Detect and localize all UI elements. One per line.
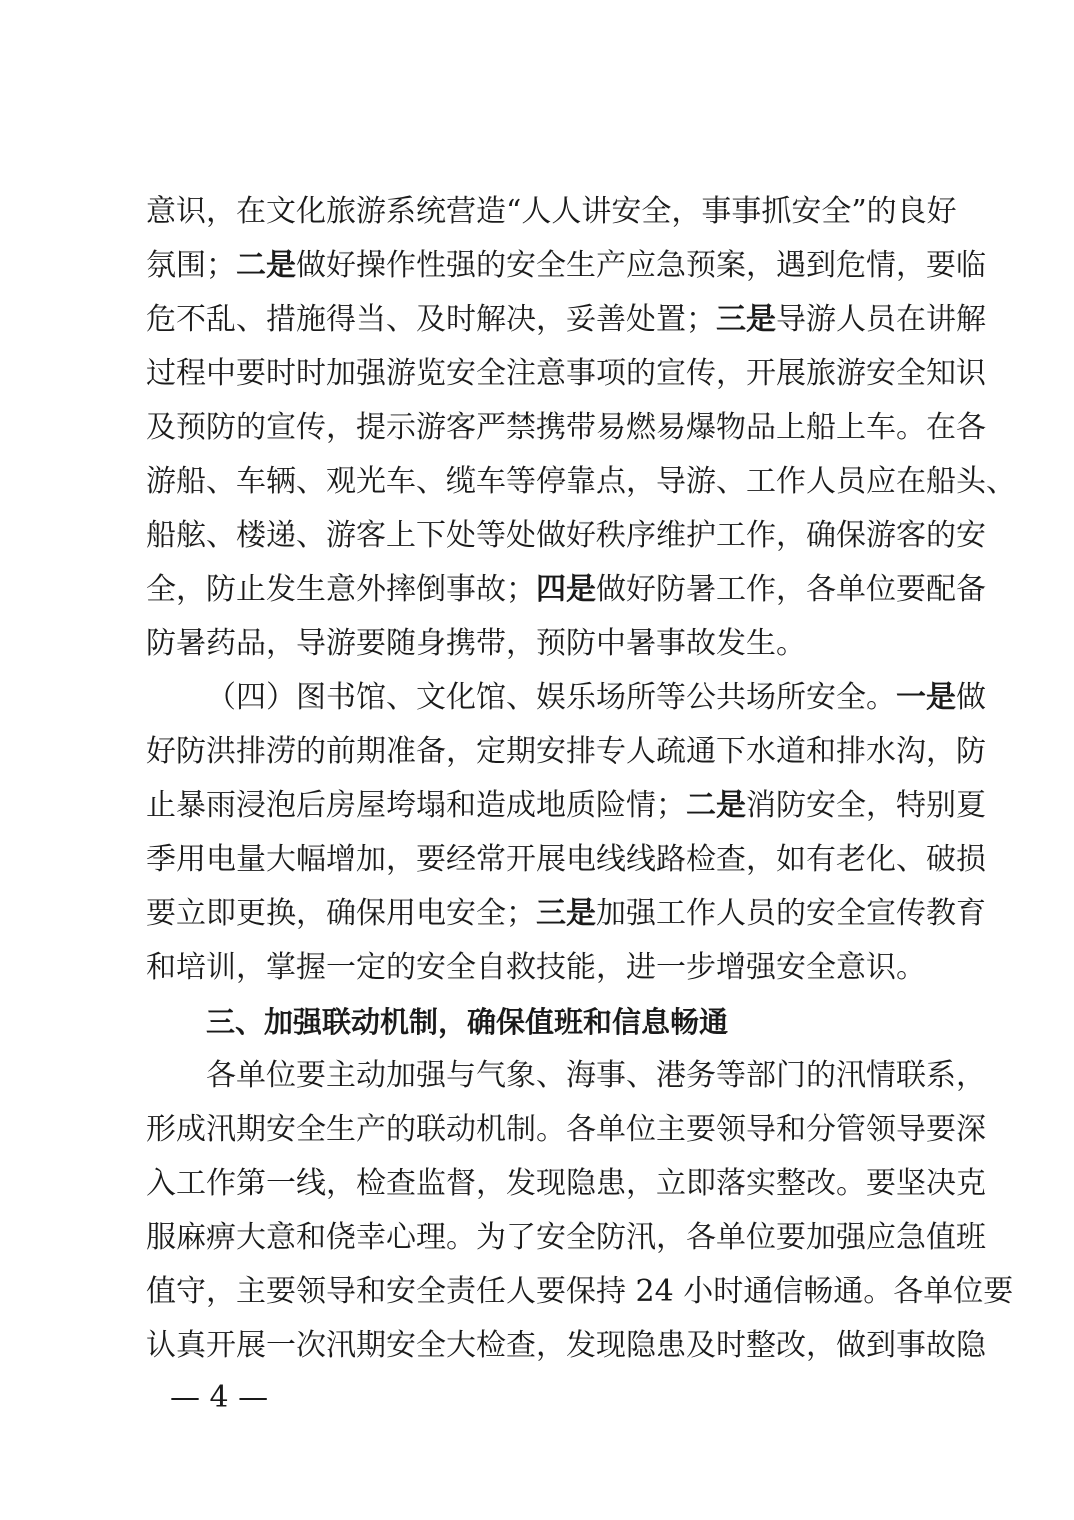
body-line-13: 季用电量大幅增加，要经常开展电线线路检查，如有老化、破损 [146,842,986,877]
body-line-11: 好防洪排涝的前期准备，定期安排专人疏通下水道和排水沟，防 [146,734,986,769]
section-four-title-line: （四）图书馆、文化馆、娱乐场所等公共场所安全。一是做 [206,680,986,715]
body-line-9: 防暑药品，导游要随身携带，预防中暑事故发生。 [146,626,806,661]
body-line-15: 和培训，掌握一定的安全自救技能，进一步增强安全意识。 [146,950,926,985]
body-line-2: 氛围；二是做好操作性强的安全生产应急预案，遇到危情，要临 [146,248,986,283]
body-line-12: 止暴雨浸泡后房屋垮塌和造成地质险情；二是消防安全，特别夏 [146,788,986,823]
emphasis-label: 四是 [536,572,596,607]
body-line-19: 入工作第一线，检查监督，发现隐患，立即落实整改。要坚决克 [146,1166,986,1201]
body-line-4: 过程中要时时加强游览安全注意事项的宣传，开展旅游安全知识 [146,356,986,391]
body-line-5: 及预防的宣传，提示游客严禁携带易燃易爆物品上船上车。在各 [146,410,986,445]
body-line-20: 服麻痹大意和侥幸心理。为了安全防汛，各单位要加强应急值班 [146,1220,986,1255]
body-line-17: 各单位要主动加强与气象、海事、港务等部门的汛情联系， [206,1058,986,1093]
emphasis-label: 三是 [536,896,596,931]
emphasis-label: 三是 [716,302,776,337]
body-line-14: 要立即更换，确保用电安全；三是加强工作人员的安全宣传教育 [146,896,986,931]
body-line-1: 意识，在文化旅游系统营造“人人讲安全，事事抓安全”的良好 [146,194,957,229]
section-heading: 三、加强联动机制，确保值班和信息畅通 [206,1005,729,1039]
body-line-3: 危不乱、措施得当、及时解决，妥善处置；三是导游人员在讲解 [146,302,986,337]
body-line-6: 游船、车辆、观光车、缆车等停靠点，导游、工作人员应在船头、 [146,464,1016,499]
body-line-8: 全，防止发生意外摔倒事故；四是做好防暑工作，各单位要配备 [146,572,986,607]
emphasis-label: 二是 [686,788,746,823]
body-line-21: 值守，主要领导和安全责任人要保持 24 小时通信畅通。各单位要 [146,1274,1014,1309]
body-line-18: 形成汛期安全生产的联动机制。各单位主要领导和分管领导要深 [146,1112,986,1147]
body-line-7: 船舷、楼递、游客上下处等处做好秩序维护工作，确保游客的安 [146,518,986,553]
page-number: — 4 — [170,1380,269,1415]
emphasis-label: 一是 [896,680,956,715]
body-line-22: 认真开展一次汛期安全大检查，发现隐患及时整改，做到事故隐 [146,1328,986,1363]
emphasis-label: 二是 [236,248,296,283]
